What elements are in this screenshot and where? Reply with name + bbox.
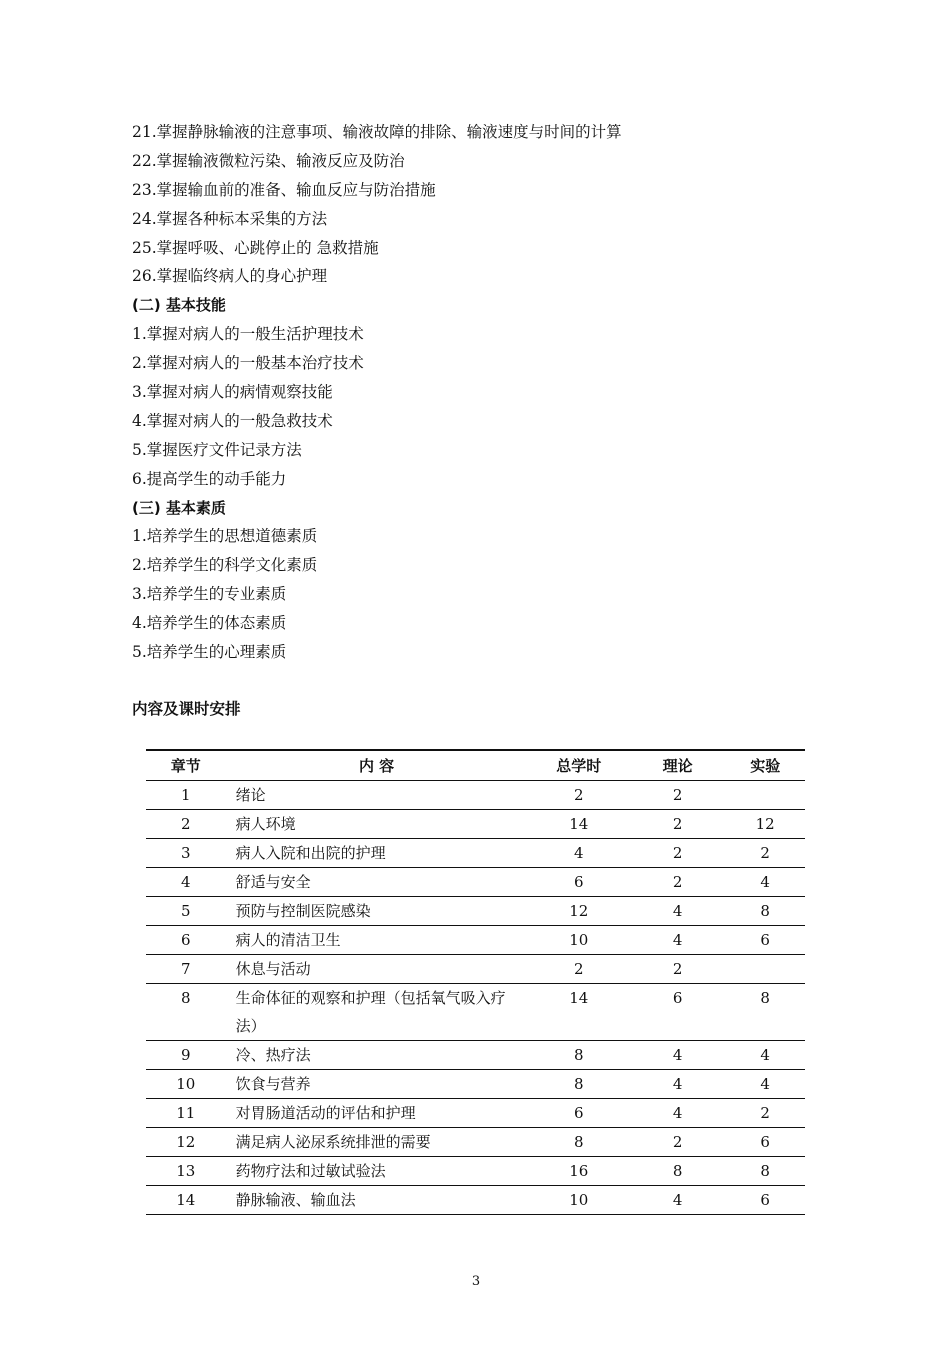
- cell-content-text: 饮食与营养: [235, 1075, 311, 1093]
- cell-lab: 4: [760, 1075, 770, 1093]
- cell-chapter: 2: [181, 815, 191, 833]
- cell-lab: [725, 781, 805, 810]
- cell-lab: 4: [760, 873, 770, 891]
- cell-content: [226, 1186, 528, 1215]
- header-theory: 理论: [662, 757, 693, 775]
- cell-content: [226, 955, 528, 984]
- cell-theory: 8: [672, 1162, 683, 1180]
- schedule-body: [146, 781, 805, 1215]
- cell-total: 8: [573, 1075, 584, 1093]
- list-item: 4.掌握对病人的一般急救技术: [132, 411, 333, 430]
- cell-lab: 6: [760, 931, 770, 949]
- table-row: [146, 955, 805, 984]
- cell-theory: 4: [672, 1075, 683, 1093]
- cell-content: [226, 1128, 528, 1157]
- list-item: 25.掌握呼吸、心跳停止的 急救措施: [132, 238, 379, 257]
- cell-theory: 4: [672, 1046, 683, 1064]
- schedule-title: 内容及课时安排: [132, 700, 241, 718]
- list-item: 3.培养学生的专业素质: [132, 585, 287, 604]
- header-total: 总学时: [556, 757, 602, 775]
- cell-chapter: 7: [181, 960, 191, 978]
- cell-lab: 8: [760, 1162, 770, 1180]
- list-item: 1.培养学生的思想道德素质: [132, 527, 318, 546]
- header-lab: 实验: [750, 757, 781, 775]
- list-item: 23.掌握输血前的准备、输血反应与防治措施: [132, 180, 436, 199]
- cell-content: [226, 781, 528, 810]
- qualities-heading: (三) 基本素质: [132, 498, 226, 517]
- schedule-table: [146, 749, 805, 1215]
- list-item: 2.培养学生的科学文化素质: [132, 556, 318, 575]
- cell-lab: 6: [760, 1191, 770, 1209]
- cell-theory: 4: [672, 1191, 683, 1209]
- cell-total: 6: [573, 873, 584, 891]
- list-item: 24.掌握各种标本采集的方法: [132, 209, 328, 228]
- list-item: 4.培养学生的体态素质: [132, 614, 287, 633]
- cell-total: 10: [569, 1191, 589, 1209]
- cell-content-text: 绪论: [235, 786, 266, 804]
- cell-theory: 2: [672, 873, 683, 891]
- cell-total: 2: [573, 960, 584, 978]
- cell-content: [226, 1157, 528, 1186]
- table-row: [146, 926, 805, 955]
- cell-lab: 8: [760, 989, 770, 1007]
- table-row: [146, 781, 805, 810]
- cell-content-text: 冷、热疗法: [235, 1046, 311, 1064]
- cell-total: 8: [573, 1046, 584, 1064]
- cell-content: [226, 926, 528, 955]
- cell-lab: 2: [760, 1104, 770, 1122]
- list-item: 5.培养学生的心理素质: [132, 643, 287, 662]
- cell-total: 10: [569, 931, 589, 949]
- cell-lab: 12: [755, 815, 775, 833]
- cell-total: 4: [573, 844, 584, 862]
- cell-theory: 4: [672, 931, 683, 949]
- cell-theory: 2: [672, 1133, 683, 1151]
- cell-content: [226, 868, 528, 897]
- cell-content: [226, 1041, 528, 1070]
- cell-lab: 2: [760, 844, 770, 862]
- cell-total: 8: [573, 1133, 584, 1151]
- cell-content-text: 生命体征的观察和护理（包括氧气吸入疗法）: [235, 989, 506, 1035]
- cell-chapter: 12: [176, 1133, 196, 1151]
- cell-chapter: 8: [181, 989, 191, 1007]
- cell-lab: [725, 955, 805, 984]
- table-row: [146, 1070, 805, 1099]
- table-row: [146, 1186, 805, 1215]
- list-item: 26.掌握临终病人的身心护理: [132, 267, 328, 286]
- cell-total: 6: [573, 1104, 584, 1122]
- objectives-list: [132, 118, 832, 667]
- cell-chapter: 14: [176, 1191, 196, 1209]
- cell-chapter: 11: [176, 1104, 196, 1122]
- table-row: [146, 810, 805, 839]
- cell-chapter: 4: [181, 873, 191, 891]
- header-chapter: 章节: [170, 757, 201, 775]
- table-row: [146, 1041, 805, 1070]
- cell-chapter: 13: [176, 1162, 196, 1180]
- cell-content: [226, 984, 528, 1041]
- table-row: [146, 1157, 805, 1186]
- cell-content-text: 病人入院和出院的护理: [235, 844, 386, 862]
- skills-heading: (二) 基本技能: [132, 296, 226, 315]
- page-number: 3: [471, 1274, 481, 1289]
- cell-content-text: 静脉输液、输血法: [235, 1191, 356, 1209]
- cell-content: [226, 897, 528, 926]
- table-row: [146, 868, 805, 897]
- cell-content-text: 舒适与安全: [235, 873, 311, 891]
- cell-content-text: 病人的清洁卫生: [235, 931, 341, 949]
- cell-content-text: 预防与控制医院感染: [235, 902, 371, 920]
- cell-content-text: 满足病人泌尿系统排泄的需要: [235, 1133, 431, 1151]
- list-item: 1.掌握对病人的一般生活护理技术: [132, 325, 364, 344]
- cell-content: [226, 1099, 528, 1128]
- cell-content: [226, 1070, 528, 1099]
- cell-total: 14: [569, 815, 589, 833]
- list-item: 21.掌握静脉输液的注意事项、输液故障的排除、输液速度与时间的计算: [132, 123, 622, 141]
- cell-content-text: 病人环境: [235, 815, 296, 833]
- cell-total: 12: [569, 902, 589, 920]
- list-item: 3.掌握对病人的病情观察技能: [132, 383, 333, 402]
- cell-total: 2: [573, 786, 584, 804]
- table-header-row: [146, 750, 805, 781]
- cell-chapter: 10: [176, 1075, 196, 1093]
- cell-chapter: 9: [181, 1046, 191, 1064]
- cell-content-text: 药物疗法和过敏试验法: [235, 1162, 386, 1180]
- cell-content: [226, 810, 528, 839]
- cell-theory: 4: [672, 902, 683, 920]
- cell-content-text: 对胃肠道活动的评估和护理: [235, 1104, 416, 1122]
- list-item: 6.提高学生的动手能力: [132, 469, 287, 488]
- table-row: [146, 1099, 805, 1128]
- cell-theory: 2: [672, 844, 683, 862]
- list-item: 22.掌握输液微粒污染、输液反应及防治: [132, 151, 405, 170]
- cell-chapter: 1: [181, 786, 191, 804]
- cell-theory: 2: [672, 786, 683, 804]
- list-item: 5.掌握医疗文件记录方法: [132, 440, 302, 459]
- list-item: 2.掌握对病人的一般基本治疗技术: [132, 354, 364, 373]
- table-row: [146, 984, 805, 1041]
- cell-content-text: 休息与活动: [235, 960, 311, 978]
- table-row: [146, 839, 805, 868]
- cell-chapter: 6: [181, 931, 191, 949]
- cell-chapter: 3: [181, 844, 191, 862]
- cell-theory: 6: [672, 989, 683, 1007]
- cell-total: 16: [569, 1162, 589, 1180]
- cell-theory: 4: [672, 1104, 683, 1122]
- cell-lab: 6: [760, 1133, 770, 1151]
- table-row: [146, 897, 805, 926]
- cell-theory: 2: [672, 815, 683, 833]
- cell-lab: 8: [760, 902, 770, 920]
- cell-lab: 4: [760, 1046, 770, 1064]
- cell-content: [226, 839, 528, 868]
- table-row: [146, 1128, 805, 1157]
- cell-chapter: 5: [181, 902, 191, 920]
- cell-total: 14: [569, 989, 589, 1007]
- header-content: 内 容: [358, 757, 395, 775]
- cell-theory: 2: [672, 960, 683, 978]
